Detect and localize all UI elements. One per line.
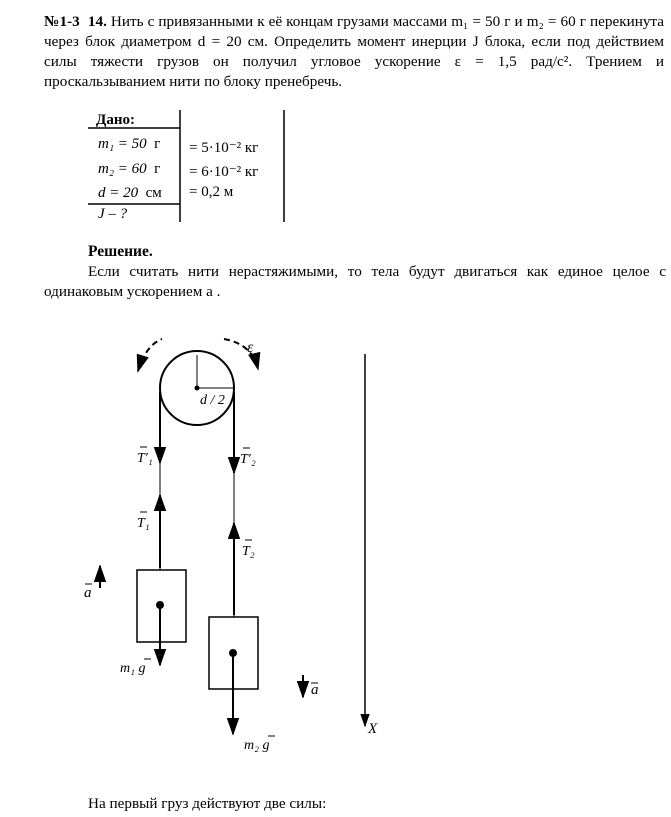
label-t1-prime: T′₁ <box>137 451 153 466</box>
rotation-arrow-left <box>138 339 162 371</box>
solution-text: Если считать нити нерастяжимыми, то тела будут двигаться как единое целое с одинаковым ускорением a . <box>44 263 666 300</box>
conversion-m1: = 5·10⁻² кг <box>189 140 259 156</box>
label-t1: T₁ <box>137 516 150 531</box>
given-m2: m₂ = 60 г <box>98 161 161 177</box>
label-epsilon: ε <box>247 339 254 356</box>
label-t2: T₂ <box>242 544 255 559</box>
pulley-center <box>195 386 200 391</box>
conversion-d: = 0,2 м <box>189 184 234 200</box>
label-m1g: m₁ g <box>120 661 146 676</box>
given-title: Дано: <box>96 112 135 128</box>
label-t2-prime: T′₂ <box>240 452 256 467</box>
footer-text: На первый груз действуют две силы: <box>88 795 327 812</box>
problem-number: №1-3 <box>44 13 80 30</box>
conversion-m2: = 6·10⁻² кг <box>189 164 259 180</box>
given-m1: m₁ = 50 г <box>98 136 161 152</box>
given-find: J – ? <box>98 206 128 222</box>
label-a-left: a <box>84 585 92 601</box>
label-a-right: a <box>311 682 319 698</box>
solution-title: Решение. <box>88 243 153 260</box>
label-x-axis: X <box>368 721 378 737</box>
label-radius: d / 2 <box>200 393 225 408</box>
problem-text: Нить с привязанными к её концам грузами массами m₁ = 50 г и m₂ = 60 г перекинута через блок диаметром d = 20 см. Определить момент инерции J блока, если под действием силы тяжести грузов он получил угловое ускорение ε = 1,5 рад/с². Трением и проскальзыванием нити по блоку пренебречь. <box>44 13 664 90</box>
label-m2g: m₂ g <box>244 738 270 753</box>
given-d: d = 20 см <box>98 185 162 201</box>
problem-subnumber: 14. <box>87 13 107 30</box>
